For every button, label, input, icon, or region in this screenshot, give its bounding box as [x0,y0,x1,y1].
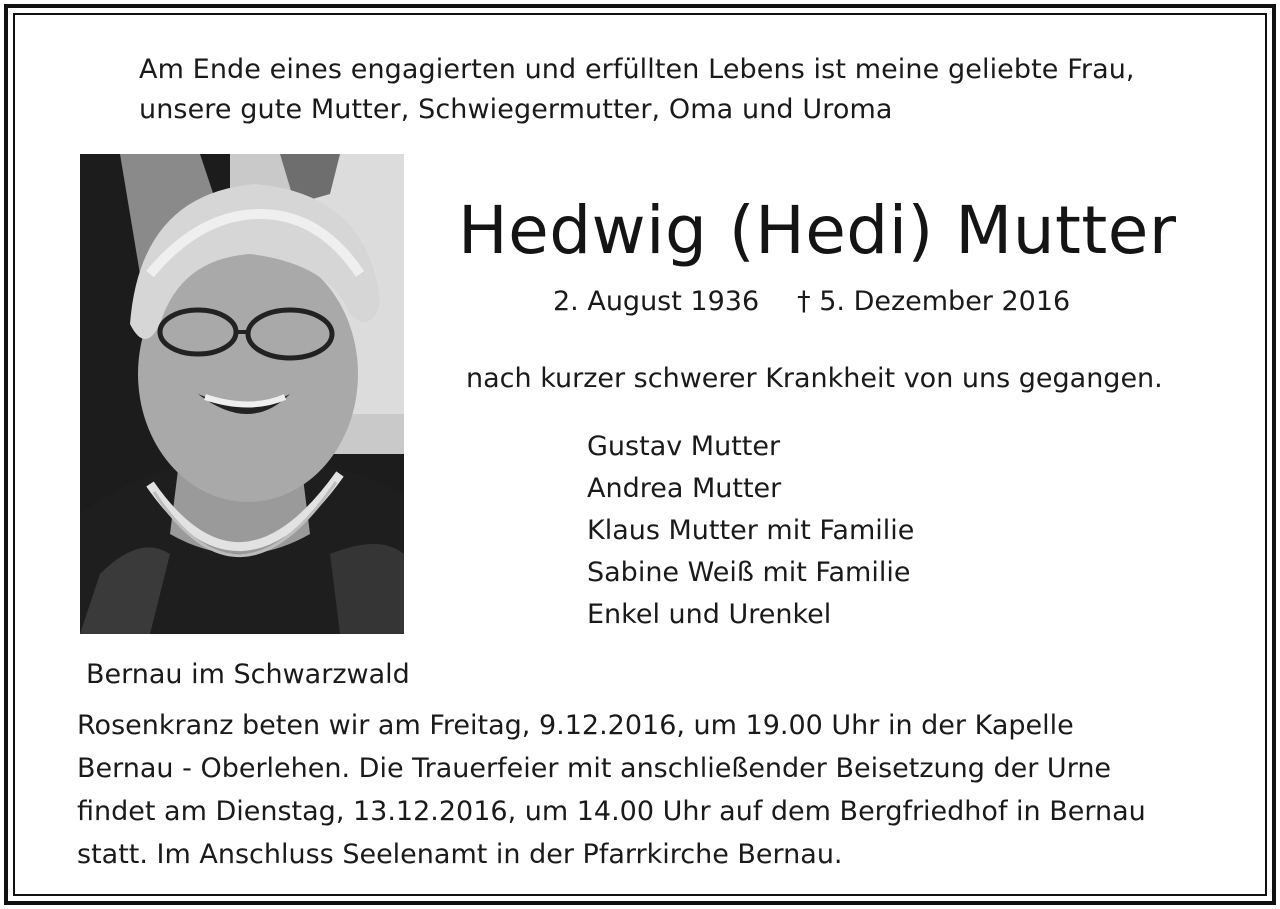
mourner-item: Gustav Mutter [587,431,781,462]
funeral-details [77,704,1146,876]
mourners-list [587,426,914,636]
portrait-photo [80,154,404,634]
funeral-line-1: Rosenkranz beten wir am Freitag, 9.12.2016, um 19.00 Uhr in der Kapelle [77,710,1074,741]
birth-date: 2. August 1936 [553,286,760,317]
mourner-item: Andrea Mutter [587,473,782,504]
place-name: Bernau im Schwarzwald [86,659,410,690]
deceased-name: Hedwig (Hedi) Mutter [458,192,1177,269]
funeral-line-4: statt. Im Anschluss Seelenamt in der Pfarrkirche Bernau. [77,839,843,870]
funeral-line-3: findet am Dienstag, 13.12.2016, um 14.00 Uhr auf dem Bergfriedhof in Bernau [77,796,1146,827]
mourner-item: Enkel und Urenkel [587,599,832,630]
mourner-item: Klaus Mutter mit Familie [587,515,915,546]
intro-line-2: unsere gute Mutter, Schwiegermutter, Oma und Uroma [139,94,893,125]
death-date: † 5. Dezember 2016 [797,286,1071,317]
funeral-line-2: Bernau - Oberlehen. Die Trauerfeier mit anschließender Beisetzung der Urne [77,753,1112,784]
death-notice: nach kurzer schwerer Krankheit von uns gegangen. [466,363,1163,394]
mourner-item: Sabine Weiß mit Familie [587,557,911,588]
life-dates [553,282,1070,322]
intro-text [139,50,1135,130]
intro-line-1: Am Ende eines engagierten und erfüllten Lebens ist meine geliebte Frau, [139,54,1135,85]
